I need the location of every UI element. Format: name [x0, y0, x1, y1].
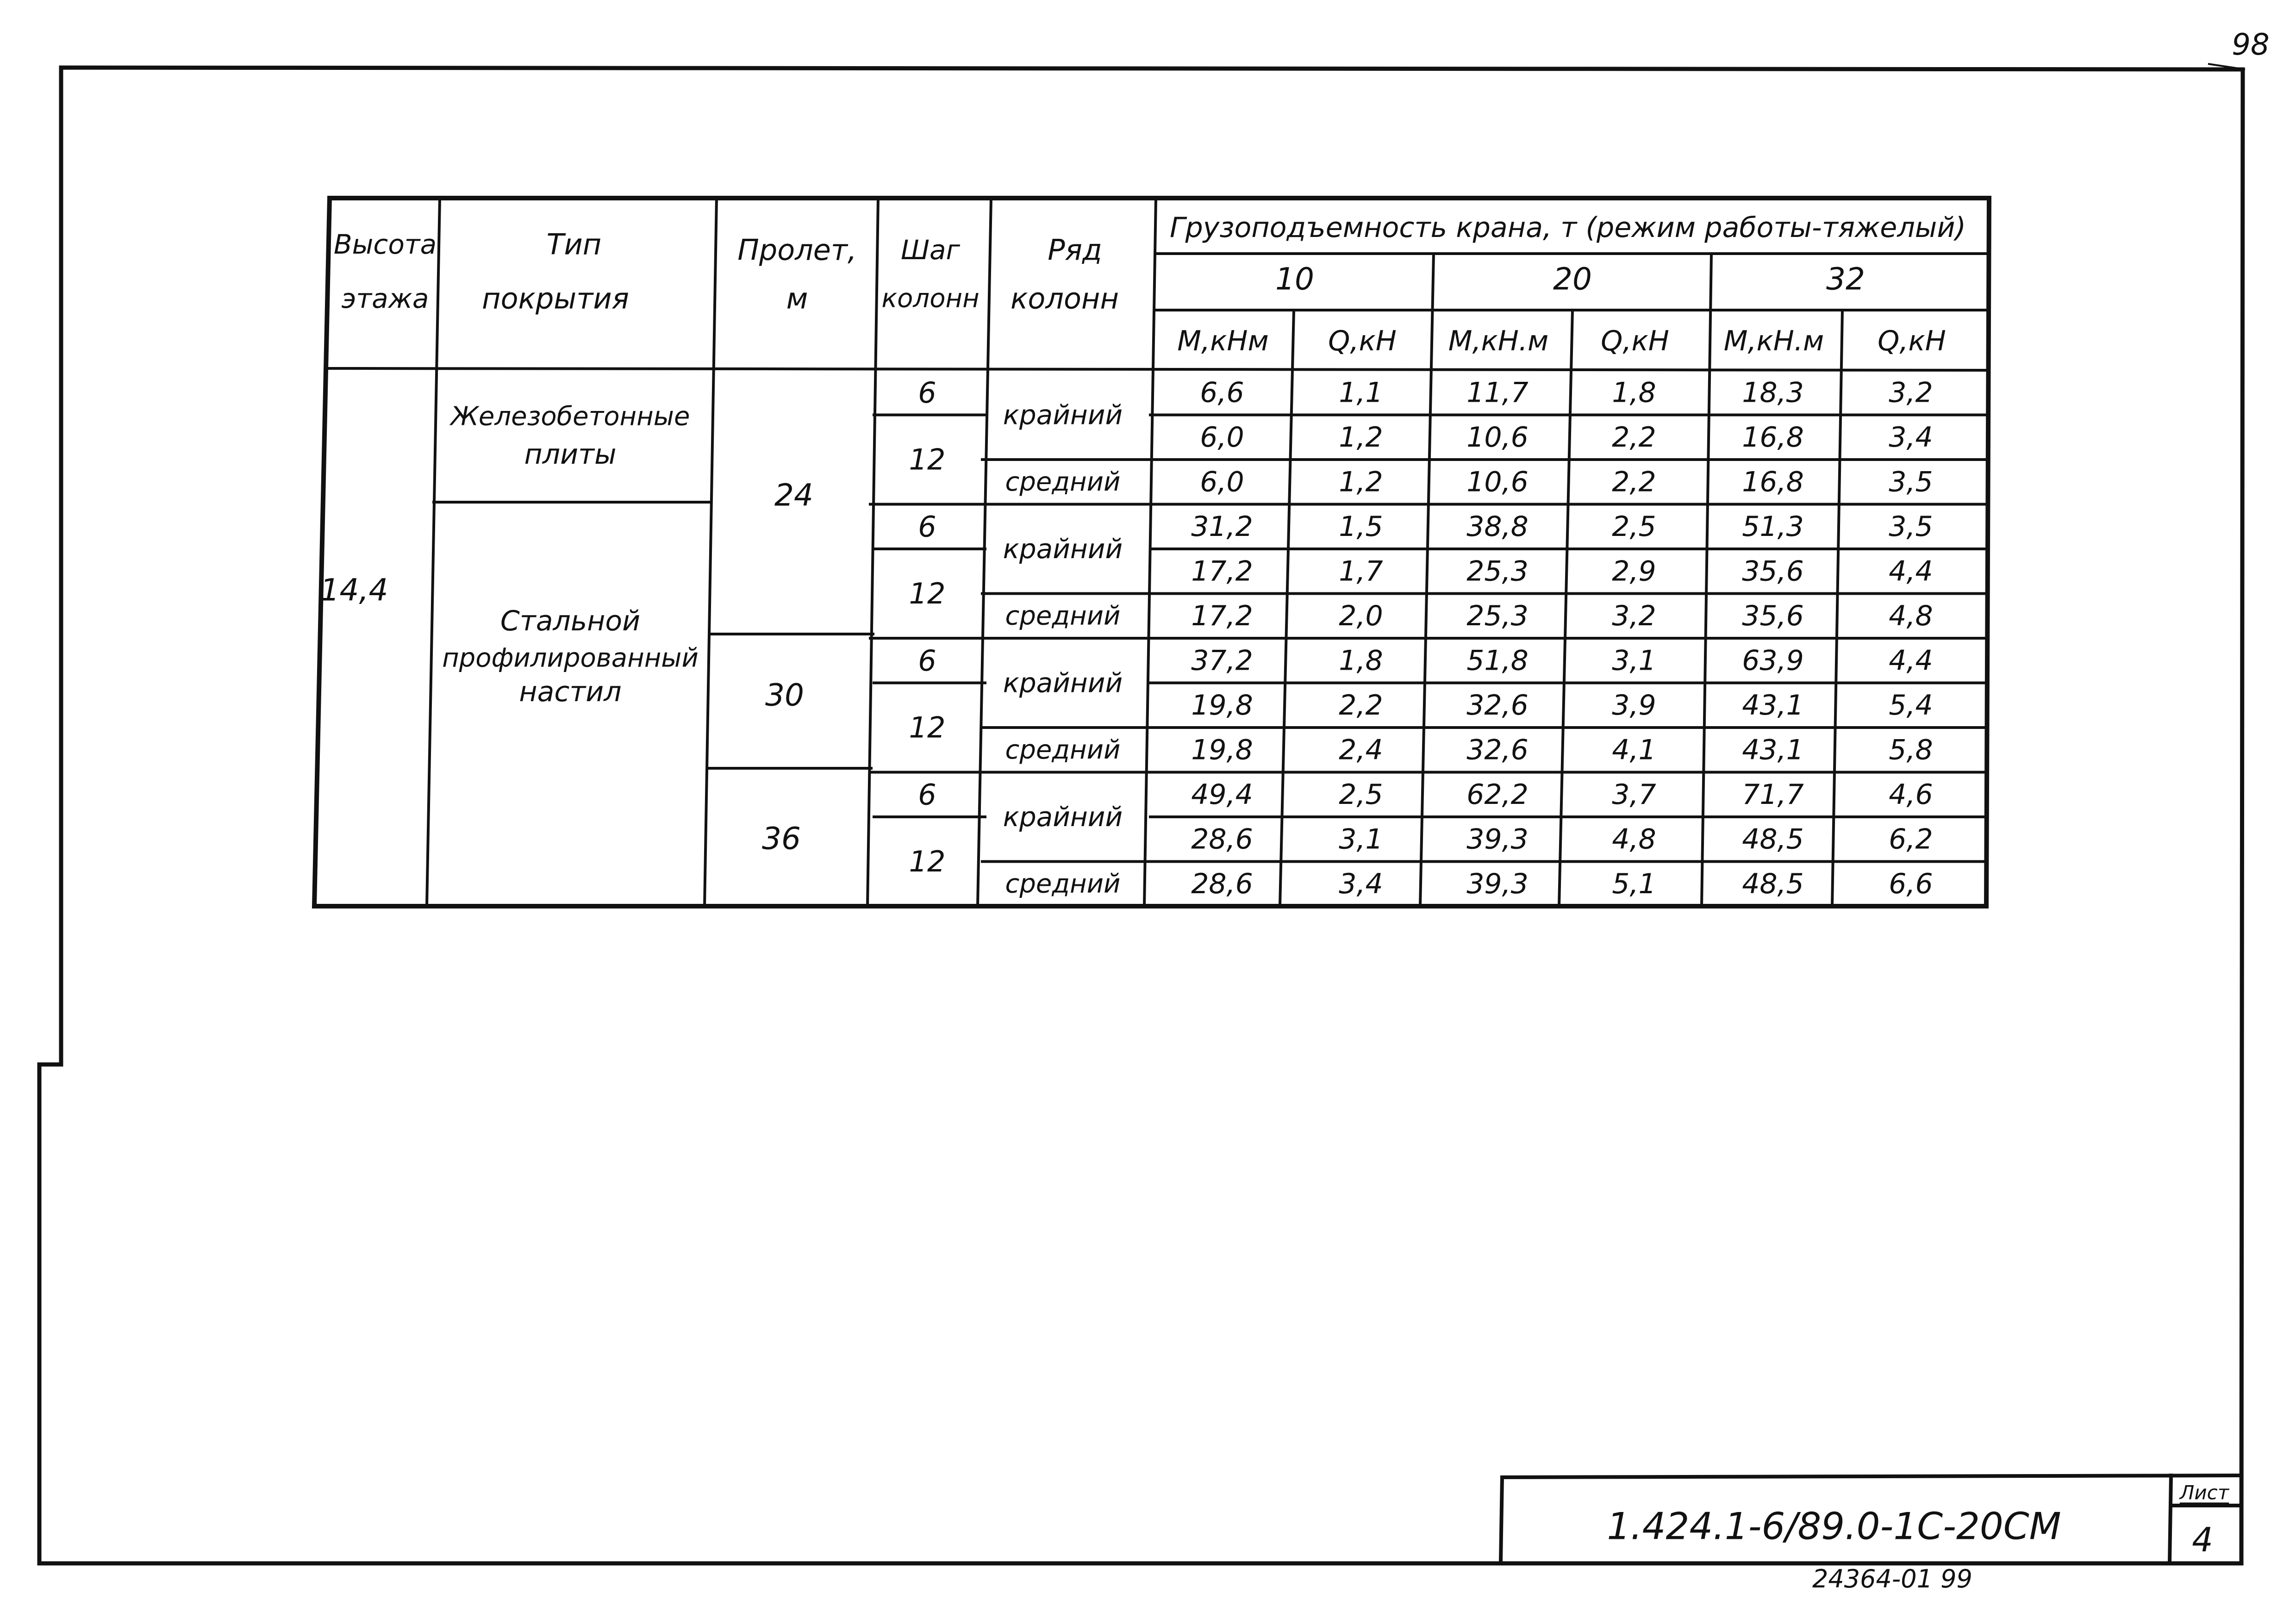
value-cell: 1,5: [1339, 510, 1383, 543]
header-crane-capacity: Грузоподъемность крана, т (режим работы-тяжелый): [1170, 212, 1966, 244]
header-span-line1: Пролет,: [737, 233, 857, 267]
value-cell: 6,0: [1200, 466, 1244, 498]
value-cell: 6,6: [1200, 376, 1244, 409]
value-cell: 16,8: [1742, 421, 1804, 454]
vline-span-step: [867, 198, 878, 906]
roof-type-steel-line1: Стальной: [500, 605, 641, 637]
step-value: 12: [909, 845, 946, 878]
unit-shear-32: Q,кН: [1878, 325, 1946, 357]
value-cell: 6,2: [1889, 823, 1933, 856]
roof-type-steel-line3: настил: [519, 676, 622, 708]
sheet-label: Лист: [2179, 1481, 2229, 1504]
row-type-value: средний: [1005, 869, 1121, 899]
unit-moment-20: М,кН.м: [1448, 325, 1549, 357]
value-cell: 4,4: [1889, 555, 1933, 588]
vline-step-row: [978, 198, 991, 906]
value-cell: 2,9: [1612, 555, 1656, 588]
value-cell: 18,3: [1742, 376, 1804, 409]
archive-number: 24364-01 99: [1812, 1564, 1972, 1593]
step-value: 12: [909, 577, 946, 610]
value-cell: 11,7: [1466, 376, 1529, 409]
header-roof-type-line1: Тип: [546, 227, 602, 261]
roof-type-concrete-line2: плиты: [524, 438, 617, 471]
value-cell: 3,7: [1612, 778, 1656, 811]
step-value: 6: [918, 510, 936, 544]
unit-moment-10: М,кНм: [1177, 325, 1269, 357]
value-cell: 4,1: [1612, 734, 1656, 766]
value-cell: 2,2: [1612, 466, 1656, 498]
value-cell: 1,8: [1339, 644, 1383, 677]
row-type-value: средний: [1005, 734, 1121, 765]
step-value: 6: [918, 375, 936, 410]
vline-cap-10-20: [1420, 254, 1434, 906]
header-floor-height-line2: этажа: [341, 283, 429, 314]
value-cell: 10,6: [1466, 466, 1529, 498]
value-cell: 48,5: [1742, 867, 1804, 900]
value-cell: 39,3: [1466, 823, 1529, 856]
value-cell: 3,1: [1339, 823, 1383, 856]
value-cell: 25,3: [1466, 555, 1529, 588]
value-cell: 2,0: [1339, 599, 1383, 632]
value-cell: 19,8: [1191, 734, 1253, 766]
span-36: 36: [762, 821, 801, 857]
value-cell: 71,7: [1742, 778, 1804, 811]
value-cell: 62,2: [1466, 778, 1529, 811]
value-cell: 37,2: [1191, 644, 1253, 677]
value-cell: 32,6: [1466, 689, 1529, 722]
header-roof-type-line2: покрытия: [482, 281, 629, 316]
value-cell: 51,3: [1742, 510, 1804, 543]
value-cell: 3,5: [1889, 510, 1933, 543]
title-block: [1501, 1475, 2241, 1562]
header-span-line2: м: [786, 281, 808, 316]
value-cell: 28,6: [1191, 867, 1253, 900]
span-24: 24: [774, 477, 813, 513]
header-column-row-line1: Ряд: [1048, 233, 1102, 267]
value-cell: 25,3: [1466, 599, 1529, 632]
unit-shear-10: Q,кН: [1328, 325, 1397, 357]
value-cell: 35,6: [1742, 555, 1804, 588]
value-cell: 4,4: [1889, 644, 1933, 677]
row-type-value: средний: [1005, 601, 1121, 631]
value-cell: 17,2: [1191, 555, 1253, 588]
value-cell: 1,2: [1339, 466, 1383, 498]
value-cell: 28,6: [1191, 823, 1253, 856]
row-type-value: средний: [1005, 467, 1121, 497]
value-cell: 32,6: [1466, 734, 1529, 766]
value-cell: 2,4: [1339, 734, 1383, 766]
table-merged-cells: [320, 402, 813, 857]
value-cell: 38,8: [1466, 510, 1529, 543]
unit-moment-32: М,кН.м: [1723, 325, 1824, 357]
value-cell: 16,8: [1742, 466, 1804, 498]
value-cell: 2,5: [1612, 510, 1656, 543]
value-cell: 10,6: [1466, 421, 1529, 454]
value-cell: 48,5: [1742, 823, 1804, 856]
sheet-number-top: 98: [2232, 28, 2270, 62]
value-cell: 1,2: [1339, 421, 1383, 454]
step-value: 12: [909, 442, 946, 477]
row-type-value: крайний: [1003, 667, 1123, 699]
header-floor-height-line1: Высота: [333, 229, 437, 260]
value-cell: 5,4: [1889, 689, 1933, 722]
value-cell: 39,3: [1466, 867, 1529, 900]
table-headers: [334, 212, 1966, 357]
value-cell: 2,2: [1339, 689, 1383, 722]
value-cell: 43,1: [1742, 734, 1804, 766]
value-cell: 17,2: [1191, 599, 1253, 632]
header-column-step-line1: Шаг: [900, 234, 961, 266]
value-cell: 63,9: [1742, 644, 1804, 677]
value-cell: 1,7: [1339, 555, 1383, 588]
step-value: 6: [918, 643, 936, 678]
row-type-value: крайний: [1003, 399, 1123, 431]
value-cell: 3,2: [1612, 599, 1656, 632]
value-cell: 51,8: [1466, 644, 1529, 677]
vline-type-span: [705, 198, 717, 906]
value-cell: 5,1: [1612, 867, 1656, 900]
value-cell: 31,2: [1191, 510, 1253, 543]
value-cell: 6,6: [1889, 867, 1933, 900]
value-cell: 4,8: [1612, 823, 1656, 856]
value-cell: 49,4: [1191, 778, 1253, 811]
vline-cap-20-32: [1702, 254, 1711, 906]
value-cell: 1,8: [1612, 376, 1656, 409]
capacity-20: 20: [1553, 261, 1592, 297]
value-cell: 3,5: [1889, 466, 1933, 498]
value-cell: 6,0: [1200, 421, 1244, 454]
capacity-10: 10: [1275, 261, 1314, 297]
vline-row-values: [1144, 198, 1156, 906]
capacity-32: 32: [1826, 261, 1865, 297]
value-cell: 19,8: [1191, 689, 1253, 722]
value-cell: 1,1: [1339, 376, 1383, 409]
unit-shear-20: Q,кН: [1601, 325, 1669, 357]
row-type-value: крайний: [1003, 801, 1123, 833]
value-cell: 3,4: [1339, 867, 1383, 900]
row-type-value: крайний: [1003, 533, 1123, 565]
value-cell: 43,1: [1742, 689, 1804, 722]
value-cell: 35,6: [1742, 599, 1804, 632]
header-separator: [327, 368, 1988, 370]
value-cell: 3,2: [1889, 376, 1933, 409]
header-column-row-line2: колонн: [1010, 281, 1119, 316]
value-cell: 4,6: [1889, 778, 1933, 811]
value-cell: 5,8: [1889, 734, 1933, 766]
sheet-number: 4: [2192, 1520, 2213, 1559]
value-cell: 2,2: [1612, 421, 1656, 454]
value-cell: 3,1: [1612, 644, 1656, 677]
roof-type-steel-line2: профилированный: [442, 643, 699, 673]
floor-height-value: 14,4: [320, 572, 388, 608]
step-value: 12: [909, 710, 946, 745]
span-30: 30: [765, 677, 804, 713]
value-cell: 3,4: [1889, 421, 1933, 454]
header-column-step-line2: колонн: [881, 283, 980, 314]
value-cell: 4,8: [1889, 599, 1933, 632]
roof-type-concrete-line1: Железобетонные: [450, 401, 690, 432]
step-value: 6: [918, 778, 936, 812]
value-cell: 3,9: [1612, 689, 1656, 722]
document-code: 1.424.1-6/89.0-1С-20СМ: [1607, 1505, 2061, 1548]
value-cell: 2,5: [1339, 778, 1383, 811]
